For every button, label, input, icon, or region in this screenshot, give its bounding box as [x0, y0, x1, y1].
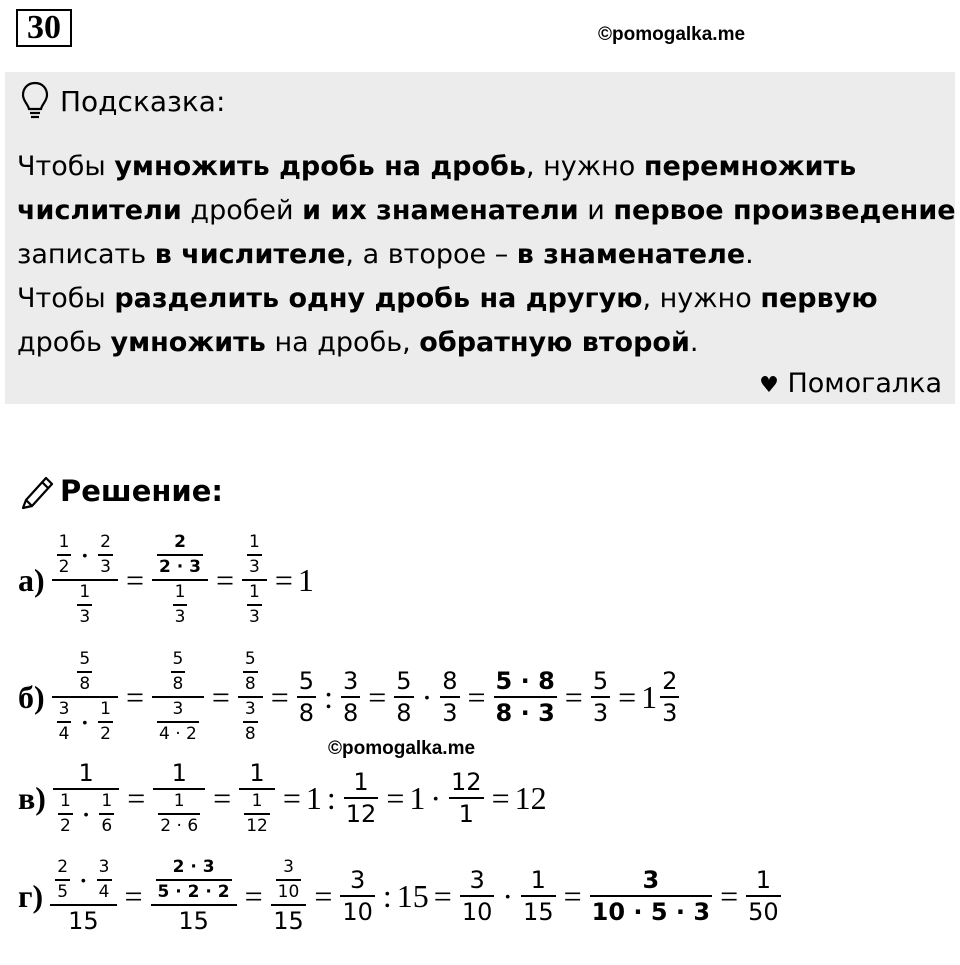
denominator: 8	[298, 699, 315, 727]
fraction	[55, 858, 70, 902]
fraction	[153, 760, 205, 836]
hint-line	[17, 321, 947, 365]
denominator: 3	[249, 557, 260, 577]
fraction-bar	[247, 604, 262, 606]
fraction-bar	[591, 696, 610, 698]
numerator: 5	[244, 649, 256, 669]
solution-row-b	[18, 650, 682, 744]
denominator: 10	[342, 898, 373, 926]
hint-segment: записать	[17, 239, 155, 270]
math-number: 1	[305, 779, 322, 816]
math-operator: :	[382, 877, 392, 914]
fraction-bar	[98, 554, 113, 556]
denominator	[53, 792, 119, 836]
denominator	[168, 583, 193, 627]
fraction	[158, 792, 200, 836]
denominator: 3	[662, 699, 678, 727]
fraction	[243, 650, 258, 694]
fraction	[247, 583, 262, 627]
fraction	[157, 700, 199, 744]
math-operator: =	[491, 779, 510, 816]
fraction	[394, 668, 413, 726]
watermark-middle: ©pomogalka.me	[328, 738, 476, 759]
denominator: 2 · 3	[159, 557, 201, 577]
denominator: 12	[246, 816, 268, 836]
denominator: 5	[57, 882, 69, 902]
fraction-bar	[57, 721, 72, 723]
math-operator: :	[326, 779, 336, 816]
fraction-bar	[171, 671, 186, 673]
math-number: 15	[396, 877, 429, 914]
fraction-bar	[590, 895, 712, 897]
hint-segment: , нужно	[525, 151, 644, 182]
numerator: 1	[249, 532, 260, 552]
product-expression	[54, 700, 116, 744]
denominator: 5 · 2 · 2	[157, 882, 230, 902]
numerator: 1	[249, 759, 265, 787]
numerator: 3	[342, 667, 359, 695]
math-operator: =	[124, 877, 143, 914]
fraction	[440, 668, 459, 726]
numerator	[52, 533, 118, 577]
numerator: 5	[298, 667, 315, 695]
hint-segment: дробь	[17, 327, 111, 358]
solution-row-v	[18, 760, 547, 836]
fraction	[344, 769, 379, 827]
math-operator: =	[720, 877, 739, 914]
denominator: 8	[396, 699, 412, 727]
math-operator: ·	[502, 877, 514, 914]
fraction	[297, 668, 316, 726]
denominator	[72, 583, 97, 627]
hint-emphasis: первую	[760, 283, 878, 314]
fraction-bar	[494, 696, 557, 698]
numerator: 1	[79, 582, 91, 602]
hint-text	[17, 145, 956, 365]
fraction	[340, 867, 375, 925]
numerator: 1	[249, 582, 260, 602]
hint-segment: .	[745, 239, 754, 270]
denominator	[242, 583, 267, 627]
denominator: 3	[592, 699, 609, 727]
denominator: 15	[523, 898, 554, 926]
hint-emphasis: первое произведение	[613, 195, 956, 226]
fraction-bar	[660, 696, 679, 698]
fraction	[271, 858, 307, 934]
math-operator: =	[282, 779, 301, 816]
fraction-bar	[521, 895, 556, 897]
numerator	[151, 858, 237, 902]
fraction	[53, 760, 119, 836]
hint-line	[17, 145, 947, 189]
denominator: 2 · 6	[160, 816, 199, 836]
hint-segment: Чтобы	[17, 151, 115, 182]
fraction	[460, 867, 495, 925]
fraction-bar	[341, 696, 360, 698]
fraction-bar	[52, 696, 118, 698]
hint-emphasis: и их знаменатели	[302, 195, 579, 226]
pencil-icon	[18, 470, 58, 510]
math-operator: =	[368, 678, 387, 715]
lightbulb-icon	[20, 80, 50, 120]
hint-segment: .	[689, 327, 699, 358]
fraction-bar	[98, 721, 113, 723]
fraction-bar	[158, 813, 200, 815]
fraction	[157, 533, 203, 577]
fraction-bar	[157, 721, 199, 723]
math-operator: ·	[79, 536, 91, 573]
fraction-bar	[238, 696, 263, 698]
fraction	[57, 700, 72, 744]
denominator: 6	[101, 816, 113, 836]
numerator: 1	[173, 791, 185, 811]
denominator: 8 · 3	[495, 699, 555, 727]
numerator	[242, 533, 267, 577]
fraction	[58, 792, 73, 836]
math-operator: =	[211, 678, 230, 715]
fraction-bar	[52, 579, 118, 581]
fraction-bar	[99, 813, 114, 815]
hint-segment: дробей	[181, 195, 303, 226]
fraction	[590, 867, 712, 925]
numerator: 2 · 3	[172, 857, 215, 877]
fraction-bar	[156, 879, 232, 881]
row-label: в)	[18, 779, 46, 816]
numerator: 1	[755, 866, 772, 894]
fraction	[247, 533, 262, 577]
fraction-bar	[243, 671, 258, 673]
denominator: 12	[345, 800, 377, 828]
math-number: 12	[514, 779, 547, 816]
fraction	[152, 533, 208, 627]
fraction-bar	[276, 879, 302, 881]
fraction-bar	[157, 554, 203, 556]
denominator	[153, 792, 205, 836]
math-operator: ·	[78, 861, 89, 898]
fraction	[242, 533, 267, 627]
math-operator: =	[618, 678, 637, 715]
watermark: ©pomogalka.me	[598, 24, 746, 45]
fraction-bar	[152, 696, 204, 698]
numerator: 1	[174, 582, 186, 602]
numerator: 5	[172, 649, 184, 669]
fraction	[341, 668, 360, 726]
denominator: 8	[244, 674, 256, 694]
fraction	[239, 760, 275, 836]
denominator: 1	[458, 800, 474, 828]
fraction	[152, 650, 204, 744]
hint-title: Подсказка:	[60, 85, 226, 118]
numerator: 5	[79, 649, 91, 669]
numerator: 1	[58, 532, 70, 552]
hint-line	[17, 277, 947, 321]
denominator: 2	[58, 557, 70, 577]
product-expression	[54, 533, 116, 577]
denominator: 8	[172, 674, 184, 694]
numerator: 2	[662, 667, 678, 695]
math-operator: =	[563, 877, 582, 914]
fraction-bar	[449, 797, 484, 799]
math-operator: ·	[430, 779, 442, 816]
product-expression	[55, 792, 117, 836]
signature-label: Помогалка	[787, 368, 942, 399]
fraction	[98, 533, 113, 577]
fraction-bar	[153, 788, 205, 790]
numerator: 2	[57, 857, 69, 877]
fraction	[746, 867, 781, 925]
fraction-bar	[173, 604, 188, 606]
fraction	[98, 700, 113, 744]
numerator: 1	[100, 699, 111, 719]
math-operator: =	[215, 561, 235, 598]
fraction	[156, 858, 232, 902]
math-operator: =	[125, 561, 145, 598]
denominator: 10	[277, 882, 300, 902]
math-number: 1	[409, 779, 426, 816]
numerator	[271, 858, 307, 902]
hint-segment: , а второе –	[345, 239, 517, 270]
denominator: 3	[249, 607, 260, 627]
denominator	[238, 700, 263, 744]
fraction-bar	[440, 696, 459, 698]
denominator: 3	[100, 557, 111, 577]
numerator: 3	[642, 866, 660, 894]
numerator: 5 · 8	[495, 667, 555, 695]
denominator: 4	[98, 882, 110, 902]
numerator: 1	[101, 791, 113, 811]
numerator: 5	[396, 667, 412, 695]
math-operator: ·	[421, 678, 433, 715]
numerator	[238, 650, 263, 694]
numerator: 3	[244, 699, 256, 719]
fraction-bar	[340, 895, 375, 897]
hint-segment: Чтобы	[17, 283, 115, 314]
heart-icon: ♥	[759, 373, 779, 398]
math-operator: ·	[79, 703, 91, 740]
fraction-bar	[77, 671, 92, 673]
fraction-bar	[77, 604, 92, 606]
math-number: 1	[641, 678, 658, 715]
fraction-bar	[53, 788, 119, 790]
hint-emphasis: умножить дробь на дробь	[114, 151, 526, 182]
math-operator: =	[386, 779, 405, 816]
numerator: 2	[100, 532, 111, 552]
numerator: 3	[283, 857, 294, 877]
numerator: 1	[59, 791, 71, 811]
denominator: 15	[178, 907, 209, 935]
math-operator: =	[270, 678, 289, 715]
hint-segment: , нужно	[642, 283, 761, 314]
row-label: б)	[18, 678, 45, 715]
denominator	[239, 792, 275, 836]
hint-emphasis: числители	[17, 195, 182, 226]
numerator: 3	[98, 857, 110, 877]
hint-line	[17, 233, 947, 277]
numerator: 1	[171, 759, 187, 787]
denominator: 50	[748, 898, 779, 926]
hint-emphasis: в знаменателе	[516, 239, 746, 270]
fraction	[449, 769, 484, 827]
math-operator: =	[274, 561, 293, 598]
numerator: 1	[251, 791, 263, 811]
hint-segment: и	[578, 195, 614, 226]
numerator	[166, 650, 191, 694]
fraction	[521, 867, 556, 925]
fraction-bar	[58, 813, 73, 815]
numerator: 3	[172, 699, 184, 719]
fraction	[97, 858, 112, 902]
denominator: 2	[100, 724, 111, 744]
fraction-bar	[97, 879, 112, 881]
fraction-bar	[460, 895, 495, 897]
solution-row-a	[18, 533, 314, 627]
fraction-bar	[57, 554, 72, 556]
fraction	[77, 650, 92, 694]
row-label: г)	[18, 877, 44, 914]
hint-emphasis: умножить	[110, 327, 266, 358]
numerator: 1	[353, 768, 369, 796]
row-label: а)	[18, 561, 45, 598]
fraction	[238, 650, 263, 744]
numerator: 3	[349, 866, 366, 894]
numerator	[72, 650, 97, 694]
hint-emphasis: в числителе	[154, 239, 346, 270]
math-operator: ·	[80, 795, 92, 832]
denominator: 4 · 2	[159, 724, 197, 744]
numerator: 1	[78, 759, 94, 787]
solution-row-g	[18, 858, 784, 934]
fraction	[244, 792, 270, 836]
denominator: 8	[342, 699, 359, 727]
fraction-bar	[239, 788, 275, 790]
numerator: 1	[530, 866, 546, 894]
fraction	[173, 583, 188, 627]
task-number: 30	[16, 9, 72, 47]
denominator	[152, 700, 204, 744]
numerator: 8	[442, 667, 458, 695]
hint-emphasis: разделить одну дробь на другую	[114, 283, 643, 314]
denominator: 3	[174, 607, 186, 627]
fraction	[50, 858, 116, 934]
fraction-bar	[271, 904, 307, 906]
denominator: 3	[79, 607, 91, 627]
fraction	[52, 533, 118, 627]
math-operator: =	[564, 678, 583, 715]
signature	[759, 368, 942, 399]
fraction-bar	[55, 879, 70, 881]
math-operator: :	[324, 678, 333, 715]
math-operator: =	[433, 877, 452, 914]
fraction	[660, 668, 679, 726]
fraction-bar	[746, 895, 781, 897]
fraction-bar	[344, 797, 379, 799]
fraction	[151, 858, 237, 934]
fraction	[99, 792, 114, 836]
math-operator: =	[127, 779, 146, 816]
numerator: 5	[592, 667, 609, 695]
denominator: 8	[79, 674, 91, 694]
denominator: 10 · 5 · 3	[591, 898, 711, 926]
fraction	[77, 583, 92, 627]
numerator: 3	[58, 699, 70, 719]
denominator: 10	[461, 898, 493, 926]
hint-emphasis: обратную второй	[419, 327, 690, 358]
fraction-bar	[297, 696, 316, 698]
fraction-bar	[247, 554, 262, 556]
denominator: 4	[58, 724, 70, 744]
fraction-bar	[394, 696, 413, 698]
fraction	[52, 650, 118, 744]
numerator	[152, 533, 208, 577]
fraction-bar	[243, 721, 258, 723]
denominator: 15	[273, 907, 304, 935]
fraction	[57, 533, 72, 577]
fraction-bar	[152, 579, 208, 581]
numerator: 2	[174, 532, 186, 552]
math-operator: =	[213, 779, 232, 816]
math-operator: =	[314, 877, 333, 914]
math-operator: =	[467, 678, 486, 715]
denominator	[52, 700, 118, 744]
numerator: 3	[469, 866, 485, 894]
product-expression	[52, 858, 114, 902]
fraction	[494, 668, 557, 726]
fraction	[276, 858, 302, 902]
math-operator: =	[244, 877, 263, 914]
denominator: 3	[442, 699, 458, 727]
numerator: 12	[451, 768, 482, 796]
fraction-bar	[242, 579, 267, 581]
denominator: 2	[59, 816, 71, 836]
hint-line	[17, 189, 956, 233]
fraction-bar	[151, 904, 237, 906]
fraction	[243, 700, 258, 744]
fraction	[591, 668, 610, 726]
fraction-bar	[50, 904, 116, 906]
hint-emphasis: перемножить	[643, 151, 857, 182]
numerator	[50, 858, 116, 902]
math-number: 1	[297, 561, 314, 598]
denominator: 15	[68, 907, 99, 935]
solution-title: Решение:	[60, 474, 224, 508]
fraction	[171, 650, 186, 694]
denominator: 8	[244, 724, 256, 744]
math-operator: =	[125, 678, 145, 715]
hint-segment: на дробь,	[265, 327, 420, 358]
fraction-bar	[244, 813, 270, 815]
